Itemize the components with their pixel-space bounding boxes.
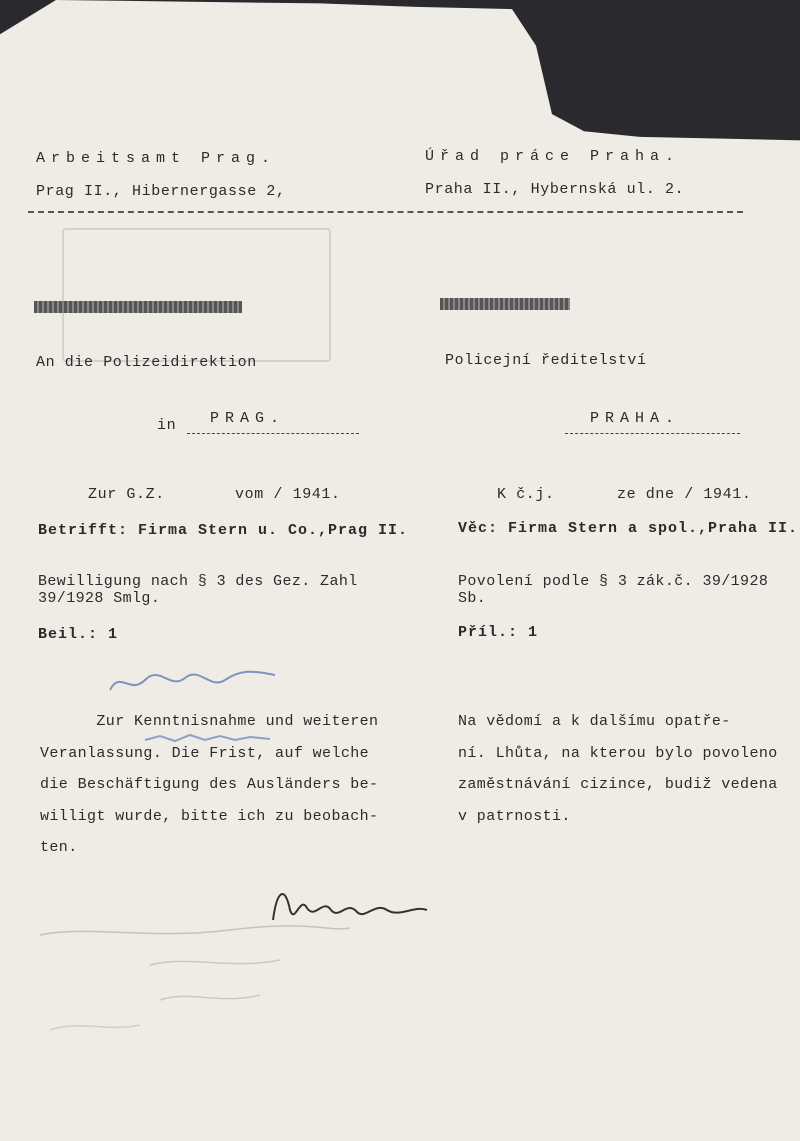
right-office-name: Úřad práce Praha. — [425, 148, 681, 165]
right-ref-date: ze dne / 1941. — [617, 486, 752, 503]
right-ref-label: K č.j. — [497, 486, 555, 503]
left-body: Zur Kenntnisnahme und weiteren Veranlassung. Die Frist, auf welche die Beschäftigung des Ausländers be- willigt wurde, bitte ich zu beobach- ten. — [40, 713, 379, 856]
right-city-underline — [565, 433, 740, 434]
right-subject: Věc: Firma Stern a spol.,Praha II. — [458, 520, 799, 537]
right-enclosure: Příl.: 1 — [458, 624, 539, 641]
left-enclosure: Beil.: 1 — [38, 626, 119, 643]
left-permit: Bewilligung nach § 3 des Gez. Zahl 39/1928 Smlg. — [38, 573, 358, 607]
blue-underline-scribble — [140, 728, 280, 748]
left-city: PRAG. — [210, 410, 286, 427]
right-body: Na vědomí a k dalšímu opatře- ní. Lhůta, na kterou bylo povoleno zaměstnávání cizince, budiž vedena v patrnosti. — [458, 713, 778, 825]
right-address: Praha II., Hybernská ul. 2. — [425, 181, 685, 198]
left-address: Prag II., Hibernergasse 2, — [36, 183, 286, 200]
right-strikethrough-line — [440, 298, 570, 310]
header-divider — [28, 211, 743, 213]
left-ref-date: vom / 1941. — [235, 486, 341, 503]
left-city-underline — [187, 433, 359, 434]
faded-stamp — [62, 228, 331, 362]
right-recipient: Policejní ředitelství — [445, 352, 647, 369]
left-strikethrough-line — [34, 301, 242, 313]
left-recipient: An die Polizeidirektion — [36, 354, 257, 371]
right-city: PRAHA. — [590, 410, 681, 427]
right-permit: Povolení podle § 3 zák.č. 39/1928 Sb. — [458, 573, 769, 607]
left-office-name: Arbeitsamt Prag. — [36, 150, 277, 167]
blue-handwritten-mark — [100, 650, 290, 710]
left-city-prefix: in — [157, 417, 177, 434]
left-ref-label: Zur G.Z. — [88, 486, 165, 503]
left-subject: Betrifft: Firma Stern u. Co.,Prag II. — [38, 522, 409, 539]
faint-pencil-notes — [30, 920, 360, 1040]
